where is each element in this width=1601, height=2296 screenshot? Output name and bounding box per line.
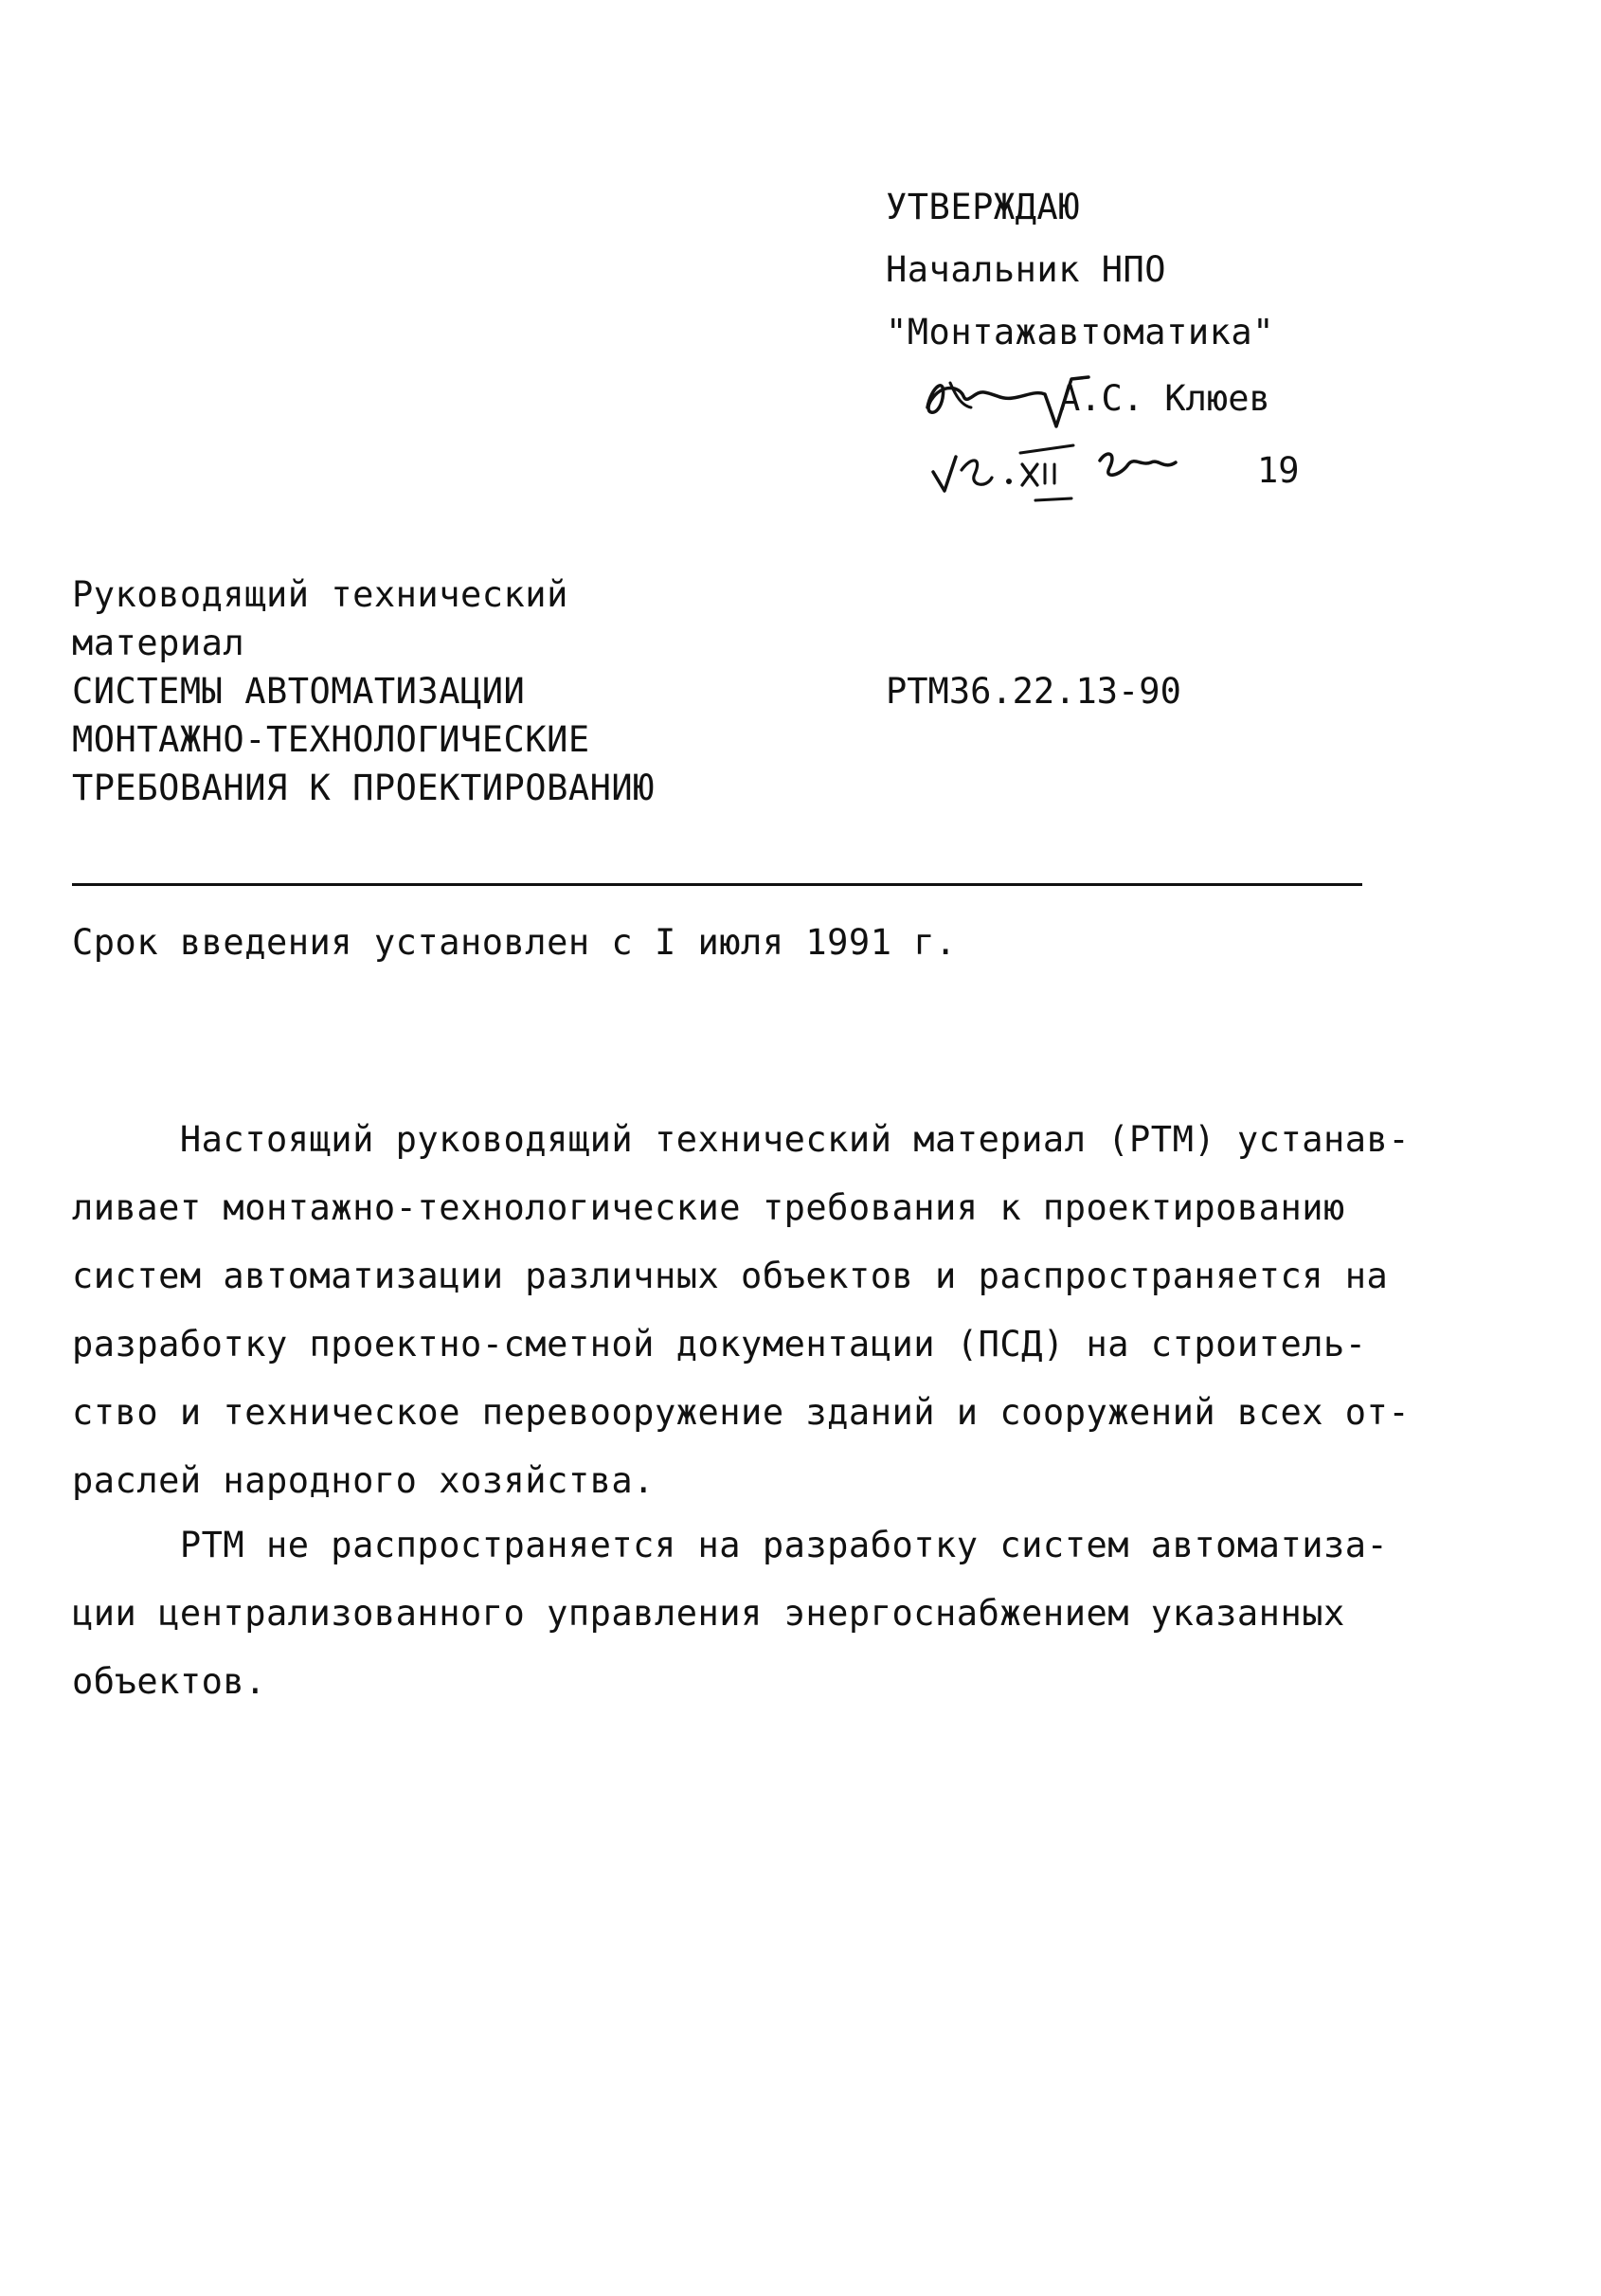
document-title-line-1: СИСТЕМЫ АВТОМАТИЗАЦИИ bbox=[72, 671, 526, 712]
paragraph-1-line-5: ство и техническое перевооружение зданий и сооружений всех от- bbox=[72, 1392, 1411, 1433]
approver-name: А.С. Клюев bbox=[1059, 378, 1270, 419]
paragraph-1-line-2: ливает монтажно-технологические требования к проектированию bbox=[72, 1187, 1345, 1228]
paragraph-2-line-2: ции централизованного управления энергоснабжением указанных bbox=[72, 1593, 1345, 1634]
document-title-line-2: МОНТАЖНО-ТЕХНОЛОГИЧЕСКИЕ bbox=[72, 719, 590, 760]
paragraph-2-line-3: объектов. bbox=[72, 1661, 266, 1702]
approval-position: Начальник НПО bbox=[886, 249, 1167, 290]
approval-heading: УТВЕРЖДАЮ bbox=[886, 187, 1080, 227]
effective-date: Срок введения установлен с I июля 1991 г. bbox=[72, 922, 957, 963]
document-type-line-2: материал bbox=[72, 623, 245, 663]
paragraph-1-line-3: систем автоматизации различных объектов и распространяется на bbox=[72, 1256, 1389, 1296]
paragraph-1-line-6: раслей народного хозяйства. bbox=[72, 1460, 655, 1501]
paragraph-1-line-1: Настоящий руководящий технический материал (РТМ) устанав- bbox=[72, 1119, 1411, 1160]
paragraph-1-line-4: разработку проектно-сметной документации (ПСД) на строитель- bbox=[72, 1324, 1367, 1365]
paragraph-2-line-1: РТМ не распространяется на разработку систем автоматиза- bbox=[72, 1525, 1389, 1565]
approval-year-prefix: 19 bbox=[1257, 450, 1300, 491]
horizontal-divider bbox=[72, 883, 1362, 886]
document-title-line-3: ТРЕБОВАНИЯ К ПРОЕКТИРОВАНИЮ bbox=[72, 768, 655, 808]
document-type-line-1: Руководящий технический bbox=[72, 574, 568, 615]
approval-organization: "Монтажавтоматика" bbox=[886, 312, 1274, 353]
document-code: РТМ36.22.13-90 bbox=[886, 671, 1181, 712]
